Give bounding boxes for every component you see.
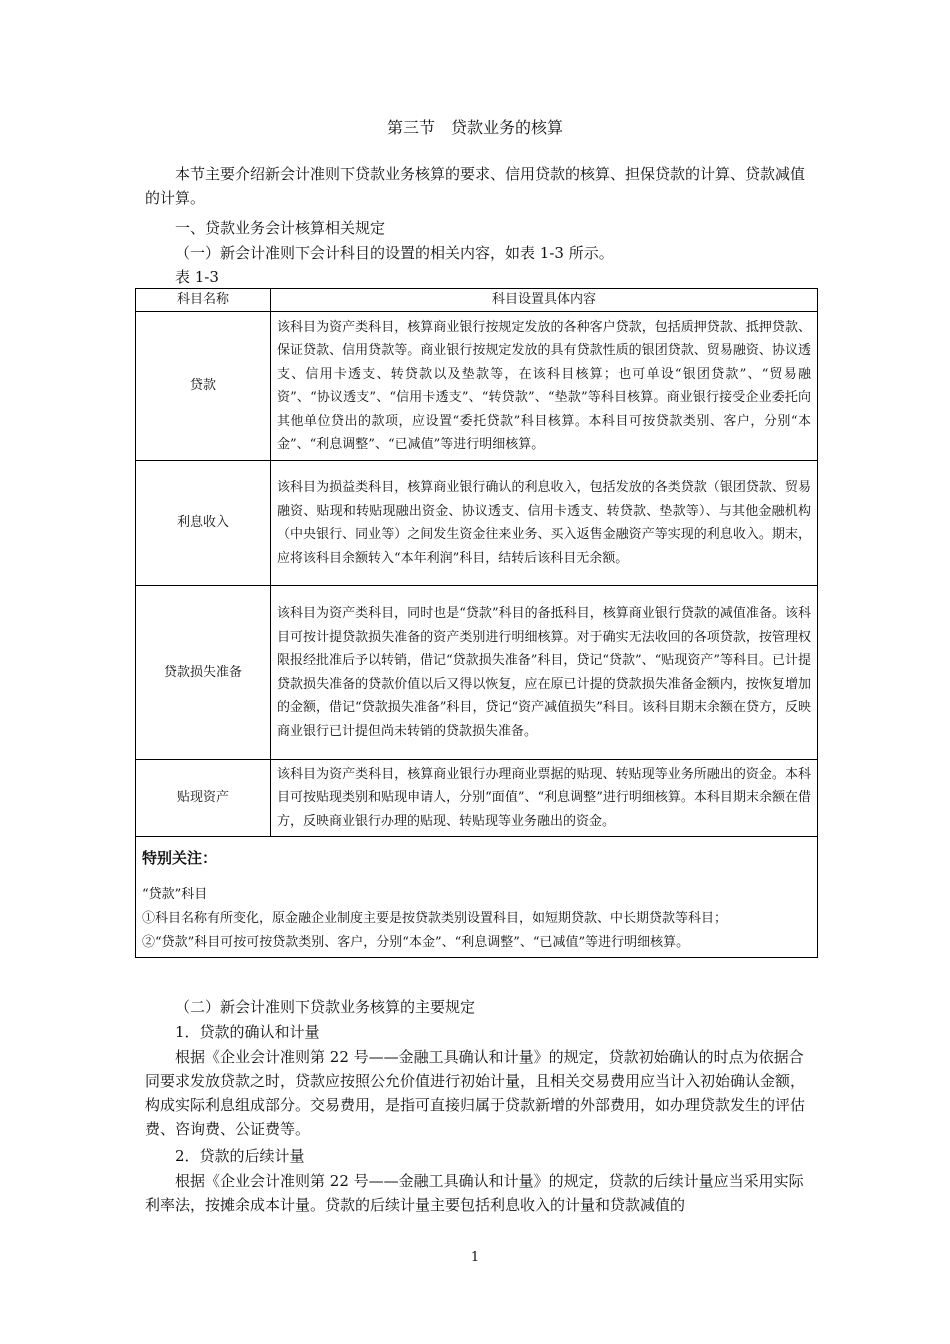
header-subject-content: 科目设置具体内容: [271, 289, 818, 312]
table-row: [136, 312, 818, 461]
heading-one: 一、贷款业务会计核算相关规定: [175, 219, 386, 237]
row-name: 贷款: [136, 312, 271, 461]
row-content: 该科目为损益类科目，核算商业银行确认的利息收入，包括发放的各类贷款（银团贷款、贸易融资、贴现和转贴现融出资金、协议透支、信用卡透支、转贷款、垫款等）、与其他金融机构（中央银行、同业等）之间发生资金往来业务、买入返售金融资产等实现的利息收入。期末，应将该科目余额转入“本年利润”科目，结转后该科目无余额。: [271, 461, 818, 586]
point-one-title: 1．贷款的确认和计量: [175, 1023, 320, 1041]
row-content: 该科目为资产类科目，核算商业银行按规定发放的各种客户贷款，包括质押贷款、抵押贷款、保证贷款、信用贷款等。商业银行按规定发放的具有贷款性质的银团贷款、贸易融资、协议透支、信用卡透支、转贷款以及垫款等，在该科目核算；也可单设“银团贷款”、“贸易融资”、“协议透支”、“信用卡透支”、“转贷款”、“垫款”等科目核算。商业银行接受企业委托向其他单位贷出的款项，应设置“委托贷款”科目核算。本科目可按贷款类别、客户，分别“本金”、“利息调整”、“已减值”等进行明细核算。: [271, 312, 818, 461]
point-two-title: 2．贷款的后续计量: [175, 1147, 305, 1165]
subheading-one: （一）新会计准则下会计科目的设置的相关内容，如表 1-3 所示。: [175, 244, 614, 262]
table-row: [136, 461, 818, 586]
table-caption: 表 1-3: [175, 268, 219, 286]
subject-table: [135, 288, 818, 958]
table-note-row: [136, 837, 818, 958]
note-item-1: ①科目名称有所变化，原金融企业制度主要是按贷款类别设置科目，如短期贷款、中长期贷款等科目；: [142, 911, 728, 926]
page-number: 1: [470, 1250, 480, 1265]
row-content: 该科目为资产类科目，核算商业银行办理商业票据的贴现、转贴现等业务所融出的资金。本科目可按贴现类别和贴现申请人，分别“面值”、“利息调整”进行明细核算。本科目期末余额在借方，反映商业银行办理的贴现、转贴现等业务融出的资金。: [271, 760, 818, 837]
note-title: 特别关注：: [142, 849, 218, 867]
intro-paragraph: 本节主要介绍新会计准则下贷款业务核算的要求、信用贷款的核算、担保贷款的计算、贷款减值的计算。: [145, 165, 806, 207]
point-one-text: 根据《企业会计准则第 22 号——金融工具确认和计量》的规定，贷款初始确认的时点为依据合同要求发放贷款之时，贷款应按照公允价值进行初始计量，且相关交易费用应当计入初始确认金额，构成实际利息组成部分。交易费用，是指可直接归属于贷款新增的外部费用，如办理贷款发生的评估费、咨询费、公证费等。: [145, 1048, 806, 1138]
row-name: 贴现资产: [136, 760, 271, 837]
table-header-row: [136, 289, 818, 312]
note-subject: “贷款”科目: [142, 887, 208, 902]
row-name: 贷款损失准备: [136, 586, 271, 760]
note-item-2: ②“贷款”科目可按可按贷款类别、客户，分别“本金”、“利息调整”、“已减值”等进行明细核算。: [142, 935, 690, 950]
row-content: 该科目为资产类科目，同时也是“贷款”科目的备抵科目，核算商业银行贷款的减值准备。该科目可按计提贷款损失准备的资产类别进行明细核算。对于确实无法收回的各项贷款，按管理权限报经批准后予以转销，借记“贷款损失准备”科目，贷记“贷款”、“贴现资产”等科目。已计提贷款损失准备的贷款价值以后又得以恢复，应在原已计提的贷款损失准备金额内，按恢复增加的金额，借记“贷款损失准备”科目，贷记“资产减值损失”科目。该科目期末余额在贷方，反映商业银行已计提但尚未转销的贷款损失准备。: [271, 586, 818, 760]
point-two-text: 根据《企业会计准则第 22 号——金融工具确认和计量》的规定，贷款的后续计量应当采用实际利率法，按摊余成本计量。贷款的后续计量主要包括利息收入的计量和贷款减值的: [145, 1172, 804, 1214]
header-subject-name: 科目名称: [136, 289, 271, 312]
section-title: 第三节 贷款业务的核算: [386, 118, 563, 137]
row-name: 利息收入: [136, 461, 271, 586]
subheading-two: （二）新会计准则下贷款业务核算的主要规定: [175, 998, 476, 1016]
table-row: [136, 586, 818, 760]
table-row: [136, 760, 818, 837]
note-cell: [136, 837, 818, 958]
